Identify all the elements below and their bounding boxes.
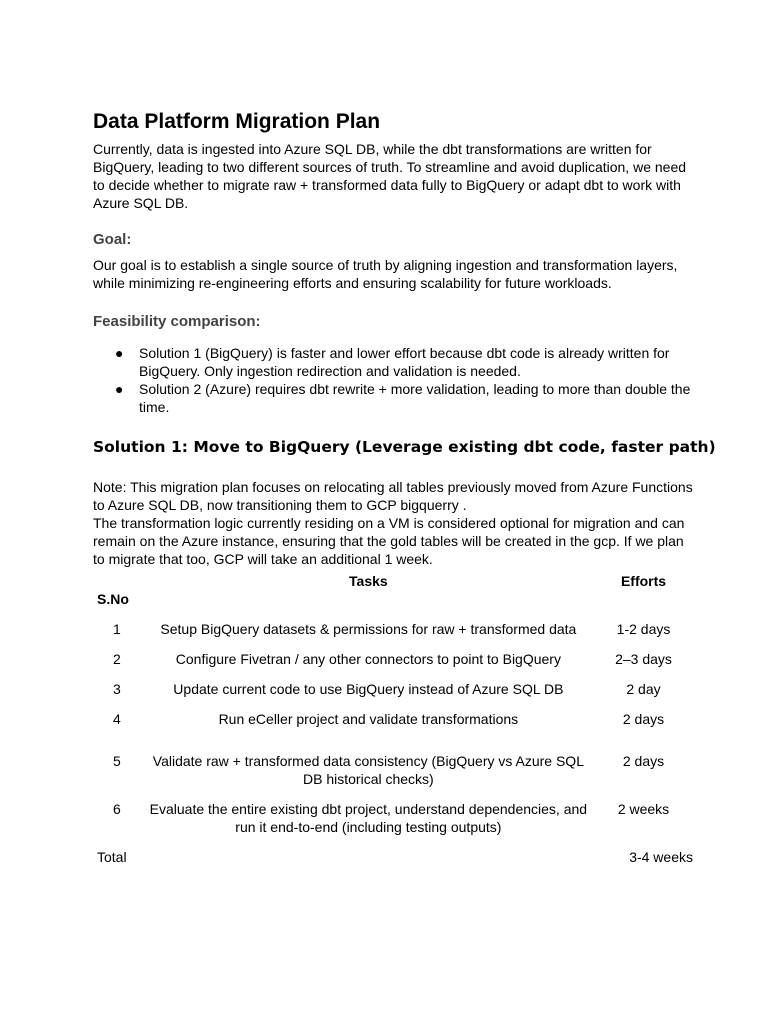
migration-note-2: The transformation logic currently residing on a VM is considered optional for migration and can remain on the Azure instance, ensuring that the gold tables will be created in the gcp. If we plan to migrate that too, GCP will take an additional 1 week. [93, 515, 685, 567]
row-sno: 2 [112, 651, 121, 667]
row-task: Run eCeller project and validate transformations [218, 711, 519, 727]
table-row [91, 608, 693, 638]
list-item [93, 380, 693, 416]
migration-note: Note: This migration plan focuses on relocating all tables previously moved from Azure Functions to Azure SQL DB, now transitioning them to GCP bigquerry . [93, 479, 693, 513]
list-item-text: Solution 2 (Azure) requires dbt rewrite + more validation, leading to more than double the time. [139, 381, 691, 415]
bullet-icon: ● [115, 345, 124, 361]
goal-paragraph: Our goal is to establish a single source of truth by aligning ingestion and transformation layers, while minimizing re-engineering efforts and ensuring scalability for future workloads. [93, 257, 678, 291]
row-sno: 3 [112, 681, 121, 697]
efforts-column-header: Efforts [620, 573, 667, 589]
row-task: Validate raw + transformed data consistency (BigQuery vs Azure SQL DB historical checks) [152, 753, 584, 787]
total-label: Total [97, 849, 127, 865]
row-task: Update current code to use BigQuery instead of Azure SQL DB [173, 681, 564, 697]
table-row [91, 788, 693, 836]
row-sno: 1 [112, 621, 121, 637]
feasibility-list [93, 344, 693, 416]
row-task: Setup BigQuery datasets & permissions for raw + transformed data [160, 621, 577, 637]
row-sno: 4 [112, 711, 121, 727]
document-page [93, 108, 716, 866]
tasks-column-header: Tasks [349, 573, 388, 589]
row-sno: 6 [112, 801, 121, 817]
row-effort: 2–3 days [615, 651, 672, 667]
table-header-row-2 [91, 590, 693, 608]
table-row [91, 638, 693, 668]
row-task: Configure Fivetran / any other connectors to point to BigQuery [175, 651, 561, 667]
solution-1-heading: Solution 1: Move to BigQuery (Leverage existing dbt code, faster path) [93, 438, 716, 456]
table-total-row [91, 836, 693, 866]
goal-heading: Goal: [93, 231, 132, 248]
row-effort: 2 weeks [617, 801, 670, 817]
row-effort: 2 days [622, 753, 665, 769]
feasibility-heading: Feasibility comparison: [93, 313, 261, 330]
list-item-text: Solution 1 (BigQuery) is faster and lower effort because dbt code is already written for BigQuery. Only ingestion redirection and validation is needed. [139, 345, 670, 379]
row-sno: 5 [112, 753, 121, 769]
total-effort: 3-4 weeks [629, 849, 693, 865]
intro-paragraph: Currently, data is ingested into Azure SQL DB, while the dbt transformations are written for BigQuery, leading to two different sources of truth. To streamline and avoid duplication, we need to decide whether to migrate raw + transformed data fully to BigQuery or adapt dbt to work with Azure SQL DB. [93, 141, 687, 211]
table-row [91, 740, 693, 788]
table-row [91, 668, 693, 698]
sno-column-header: S.No [97, 591, 129, 607]
bullet-icon: ● [115, 381, 124, 397]
page-title: Data Platform Migration Plan [93, 110, 381, 133]
row-effort: 2 day [626, 681, 661, 697]
tasks-table [91, 572, 693, 866]
table-header-row [91, 572, 693, 590]
list-item [93, 344, 693, 380]
row-effort: 1-2 days [616, 621, 671, 637]
row-task: Evaluate the entire existing dbt project, understand dependencies, and run it end-to-end (including testing outputs) [149, 801, 588, 835]
table-row [91, 698, 693, 740]
row-effort: 2 days [622, 711, 665, 727]
